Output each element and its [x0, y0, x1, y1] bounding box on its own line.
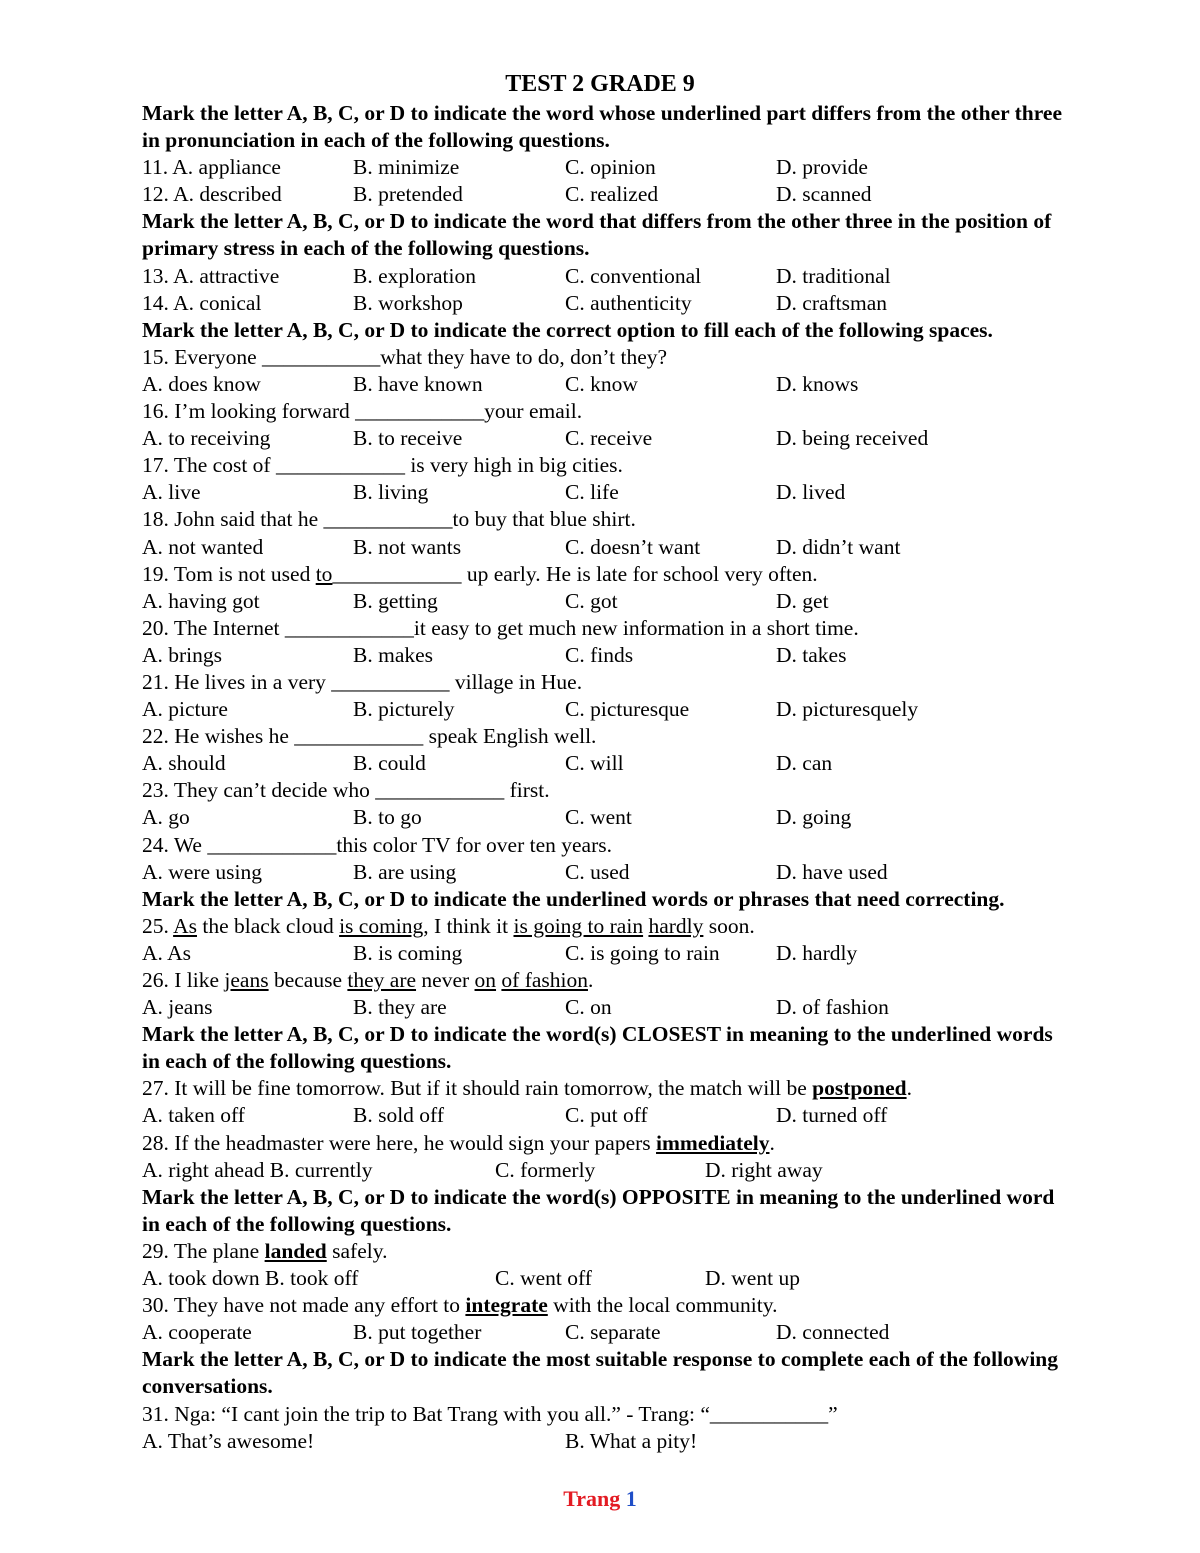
option-a: A. were using: [142, 859, 263, 884]
option-d: D. of fashion: [776, 995, 889, 1020]
question-31-options: [142, 1428, 1162, 1455]
option-a: A. not wanted: [142, 534, 264, 559]
question-19-stem: [142, 561, 1162, 588]
document-body: [142, 100, 1162, 1455]
question-15-options: [142, 371, 1162, 398]
option-b: B. workshop: [353, 290, 463, 315]
underlined-phrase: is going to rain: [513, 913, 644, 938]
option-c: C. on: [565, 995, 612, 1020]
option-d: D. scanned: [776, 182, 872, 207]
section-instruction: Mark the letter A, B, C, or D to indicate the word(s) OPPOSITE in meaning to the underlined word: [142, 1184, 1055, 1209]
question-17-options: [142, 479, 1162, 506]
option-d: D. traditional: [776, 263, 891, 288]
option-b: B. have known: [353, 371, 483, 396]
page-footer: [0, 1486, 1200, 1512]
option-b: B. pretended: [353, 182, 463, 207]
stem-text: ____________ up early. He is late for school very often.: [332, 561, 818, 586]
section-instruction: primary stress in each of the following questions.: [142, 236, 590, 261]
question-28-options: [142, 1157, 1162, 1184]
question-25-stem: [142, 913, 1162, 940]
option-a-b: A. right ahead B. currently: [142, 1157, 373, 1182]
stem-text: .: [769, 1130, 775, 1155]
section-instruction: Mark the letter A, B, C, or D to indicate the word(s) CLOSEST in meaning to the underlined words: [142, 1022, 1053, 1047]
underlined-word: landed: [264, 1238, 327, 1263]
option-b: B. living: [353, 480, 429, 505]
underlined-phrase: is coming: [339, 913, 424, 938]
option-c: C. finds: [565, 642, 634, 667]
stem-text: 28. If the headmaster were here, he would sign your papers: [142, 1130, 657, 1155]
option-b: B. getting: [353, 588, 438, 613]
question-22-options: [142, 750, 1162, 777]
question-31-stem: 31. Nga: “I cant join the trip to Bat Trang with you all.” - Trang: “___________”: [142, 1401, 838, 1426]
section-instruction: in each of the following questions.: [142, 1049, 452, 1074]
stem-text: 19. Tom is not used: [142, 561, 316, 586]
option-d: D. went up: [705, 1266, 800, 1291]
option-d: D. have used: [776, 859, 888, 884]
option-b: B. is coming: [353, 940, 463, 965]
underlined-phrase: of fashion: [501, 968, 588, 992]
option-c: C. used: [565, 859, 630, 884]
option-d: D. provide: [776, 155, 868, 180]
option-a: 12. A. described: [142, 182, 282, 207]
stem-text: .: [587, 968, 594, 992]
option-a: A. does know: [142, 371, 261, 396]
stem-text: 25.: [142, 913, 174, 938]
option-a: A. cooperate: [142, 1320, 252, 1345]
option-c: C. separate: [565, 1320, 661, 1345]
section-instruction: Mark the letter A, B, C, or D to indicate the correct option to fill each of the following spaces.: [142, 317, 993, 342]
option-b: B. are using: [353, 859, 457, 884]
option-a: A. jeans: [142, 995, 213, 1020]
option-a: A. That’s awesome!: [142, 1428, 315, 1453]
question-17-stem: 17. The cost of ____________ is very high in big cities.: [142, 453, 623, 478]
question-25-options: [142, 940, 1162, 967]
option-c: C. got: [565, 588, 618, 613]
stem-text: 26. I like: [142, 968, 225, 992]
option-c: C. formerly: [495, 1157, 596, 1182]
stem-text: .: [906, 1076, 912, 1101]
section-instruction: Mark the letter A, B, C, or D to indicate the word whose underlined part differs from the other three: [142, 101, 1062, 125]
option-c: C. conventional: [565, 263, 702, 288]
option-b: B. What a pity!: [565, 1428, 698, 1453]
option-b: B. they are: [353, 995, 447, 1020]
stem-text: the black cloud: [196, 913, 340, 938]
footer-page-number: 1: [625, 1486, 637, 1511]
question-23-stem: 23. They can’t decide who ____________ first.: [142, 778, 550, 803]
question-12-options: [142, 181, 1162, 208]
underlined-phrase: they are: [347, 968, 417, 992]
option-b: B. exploration: [353, 263, 477, 288]
option-d: D. lived: [776, 480, 846, 505]
underlined-word: integrate: [465, 1293, 548, 1318]
option-c: C. opinion: [565, 155, 656, 180]
option-a: A. As: [142, 940, 191, 965]
section-instruction: in pronunciation in each of the following questions.: [142, 128, 610, 153]
underlined-phrase: jeans: [224, 968, 269, 992]
option-c: C. will: [565, 751, 624, 776]
option-a: A. brings: [142, 642, 223, 667]
section-instruction: in each of the following questions.: [142, 1211, 452, 1236]
stem-text: because: [268, 968, 348, 992]
question-18-options: [142, 534, 1162, 561]
section-instruction: Mark the letter A, B, C, or D to indicate the most suitable response to complete each of the following: [142, 1347, 1059, 1372]
question-20-stem: 20. The Internet ____________it easy to get much new information in a short time.: [142, 615, 859, 640]
option-a: A. picture: [142, 697, 228, 722]
underlined-phrase: As: [173, 913, 197, 938]
question-24-options: [142, 859, 1162, 886]
option-d: D. get: [776, 588, 829, 613]
stem-text: , I think it: [423, 913, 514, 938]
underlined-word: to: [315, 561, 333, 586]
underlined-phrase: hardly: [648, 913, 704, 938]
option-a-b: A. took down B. took off: [142, 1266, 359, 1291]
question-26-options: [142, 994, 1162, 1021]
option-a: A. live: [142, 480, 201, 505]
option-d: D. didn’t want: [776, 534, 901, 559]
section-instruction: Mark the letter A, B, C, or D to indicate the word that differs from the other three in the position of: [142, 209, 1052, 234]
underlined-word: immediately: [656, 1130, 770, 1155]
option-c: C. put off: [565, 1103, 648, 1128]
option-a: A. to receiving: [142, 426, 271, 451]
option-c: C. is going to rain: [565, 940, 720, 965]
option-d: D. being received: [776, 426, 929, 451]
option-c: C. went: [565, 805, 632, 830]
option-a: 14. A. conical: [142, 290, 262, 315]
option-c: C. life: [565, 480, 619, 505]
option-d: D. right away: [705, 1157, 823, 1182]
option-b: B. picturely: [353, 697, 455, 722]
question-21-options: [142, 696, 1162, 723]
stem-text: safely.: [326, 1238, 388, 1263]
option-b: B. makes: [353, 642, 434, 667]
question-26-stem: [142, 967, 1162, 994]
option-b: B. put together: [353, 1320, 482, 1345]
question-19-options: [142, 588, 1162, 615]
question-15-stem: 15. Everyone ___________what they have to do, don’t they?: [142, 344, 668, 369]
underlined-phrase: on: [474, 968, 497, 992]
question-27-options: [142, 1102, 1162, 1129]
question-27-stem: [142, 1075, 1162, 1102]
stem-text: never: [416, 968, 475, 992]
option-b: B. sold off: [353, 1103, 444, 1128]
question-30-stem: [142, 1292, 1162, 1319]
option-d: D. craftsman: [776, 290, 888, 315]
option-d: D. knows: [776, 371, 859, 396]
page-title: TEST 2 GRADE 9: [505, 71, 695, 97]
option-d: D. turned off: [776, 1103, 888, 1128]
option-d: D. hardly: [776, 940, 858, 965]
question-29-options: [142, 1265, 1162, 1292]
section-instruction: Mark the letter A, B, C, or D to indicate the underlined words or phrases that need correcting.: [142, 886, 1005, 911]
option-d: D. connected: [776, 1320, 890, 1345]
section-instruction: conversations.: [142, 1374, 273, 1399]
option-c: C. went off: [495, 1266, 592, 1291]
stem-text: soon.: [703, 913, 755, 938]
option-a: A. taken off: [142, 1103, 245, 1128]
question-28-stem: [142, 1130, 1162, 1157]
question-11-options: [142, 154, 1162, 181]
footer-page-label: Trang: [563, 1486, 621, 1511]
option-c: C. receive: [565, 426, 653, 451]
question-24-stem: 24. We ____________this color TV for over ten years.: [142, 832, 612, 857]
option-a: A. go: [142, 805, 190, 830]
option-c: C. doesn’t want: [565, 534, 701, 559]
stem-text: with the local community.: [547, 1293, 778, 1318]
option-c: C. know: [565, 371, 638, 396]
question-18-stem: 18. John said that he ____________to buy that blue shirt.: [142, 507, 636, 532]
question-16-stem: 16. I’m looking forward ____________your email.: [142, 399, 583, 424]
option-a: A. should: [142, 751, 226, 776]
option-d: D. can: [776, 751, 833, 776]
option-b: B. could: [353, 751, 426, 776]
option-d: D. picturesquely: [776, 697, 919, 722]
question-22-stem: 22. He wishes he ____________ speak English well.: [142, 724, 597, 749]
option-b: B. to go: [353, 805, 422, 830]
option-c: C. realized: [565, 182, 659, 207]
option-a: 13. A. attractive: [142, 263, 280, 288]
question-14-options: [142, 290, 1162, 317]
option-c: C. authenticity: [565, 290, 692, 315]
option-a: 11. A. appliance: [142, 155, 281, 180]
question-16-options: [142, 425, 1162, 452]
question-23-options: [142, 804, 1162, 831]
question-29-stem: [142, 1238, 1162, 1265]
option-d: D. takes: [776, 642, 847, 667]
option-d: D. going: [776, 805, 852, 830]
question-21-stem: 21. He lives in a very ___________ village in Hue.: [142, 669, 583, 694]
option-b: B. not wants: [353, 534, 462, 559]
question-13-options: [142, 263, 1162, 290]
option-c: C. picturesque: [565, 697, 690, 722]
question-20-options: [142, 642, 1162, 669]
stem-text: 27. It will be fine tomorrow. But if it should rain tomorrow, the match will be: [142, 1076, 813, 1101]
stem-text: 29. The plane: [142, 1238, 265, 1263]
question-30-options: [142, 1319, 1162, 1346]
option-b: B. minimize: [353, 155, 460, 180]
option-a: A. having got: [142, 588, 260, 613]
option-b: B. to receive: [353, 426, 463, 451]
stem-text: 30. They have not made any effort to: [142, 1293, 466, 1318]
underlined-word: postponed: [812, 1076, 907, 1101]
